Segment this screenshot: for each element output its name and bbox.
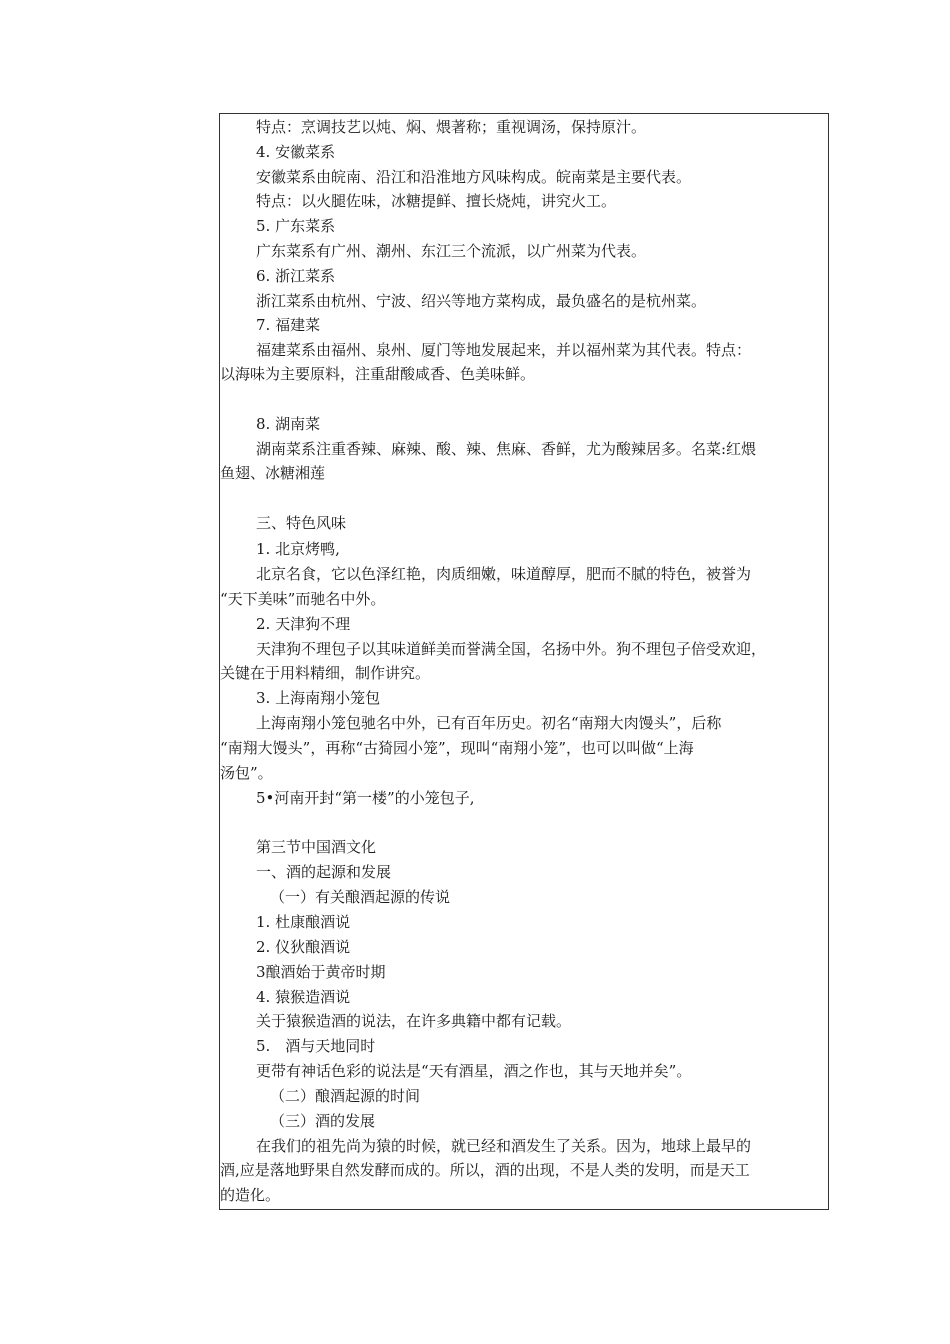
text-line: 酒,应是落地野果自然发酵而成的。所以，酒的出现，不是人类的发明，而是天工 — [220, 1161, 750, 1179]
text-line: 以海味为主要原料，注重甜酸咸香、色美味鲜。 — [220, 365, 536, 383]
text-line: 特点：烹调技艺以炖、焖、煨著称；重视调汤，保持原汁。 — [256, 118, 647, 136]
section-heading: 5•河南开封“第一楼”的小笼包子, — [256, 789, 475, 807]
list-item: 5. 酒与天地同时 — [256, 1037, 376, 1055]
text-line: 福建菜系由福州、泉州、厦门等地发展起来，并以福州菜为其代表。特点： — [256, 341, 752, 359]
text-line: 鱼翅、冰糖湘莲 — [220, 464, 326, 482]
section-heading: （二）酿酒起源的时间 — [270, 1087, 421, 1105]
text-line: 湖南菜系注重香辣、麻辣、酸、辣、焦麻、香鲜，尤为酸辣居多。名菜:红煨 — [256, 440, 757, 458]
text-line: 在我们的祖先尚为猿的时候，就已经和酒发生了关系。因为，地球上最早的 — [256, 1137, 752, 1155]
text-line: 关于猿猴造酒的说法，在许多典籍中都有记载。 — [256, 1012, 572, 1030]
section-heading: 第三节中国酒文化 — [256, 838, 377, 856]
section-heading: 三、特色风味 — [256, 514, 347, 532]
text-line: 天津狗不理包子以其味道鲜美而誉满全国，名扬中外。狗不理包子倍受欢迎， — [256, 640, 767, 658]
section-heading: 8. 湖南菜 — [256, 415, 321, 433]
text-line: 关键在于用料精细，制作讲究。 — [220, 664, 431, 682]
text-line: 广东菜系有广州、潮州、东江三个流派，以广州菜为代表。 — [256, 242, 647, 260]
list-item: 3酿酒始于黄帝时期 — [256, 963, 386, 981]
text-line: “天下美味”而驰名中外。 — [220, 590, 386, 608]
section-heading: 3. 上海南翔小笼包 — [256, 689, 381, 707]
text-line: 的造化。 — [220, 1186, 281, 1204]
text-line: 安徽菜系由皖南、沿江和沿淮地方风味构成。皖南菜是主要代表。 — [256, 168, 692, 186]
list-item: 1. 杜康酿酒说 — [256, 913, 351, 931]
section-heading: 一、酒的起源和发展 — [256, 863, 392, 881]
text-line: 北京名食，它以色泽红艳，肉质细嫩，味道醇厚，肥而不腻的特色，被誉为 — [256, 565, 752, 583]
section-heading: 2. 天津狗不理 — [256, 615, 351, 633]
section-heading: （一）有关酿酒起源的传说 — [270, 888, 451, 906]
text-line: 特点：以火腿佐味，冰糖提鲜、擅长烧炖，讲究火工。 — [256, 192, 617, 210]
section-heading: 4. 安徽菜系 — [256, 143, 336, 161]
text-line: 汤包”。 — [220, 764, 273, 782]
section-heading: 1. 北京烤鸭, — [256, 540, 340, 558]
section-heading: 7. 福建菜 — [256, 316, 321, 334]
text-line: 浙江菜系由杭州、宁波、绍兴等地方菜构成，最负盛名的是杭州菜。 — [256, 292, 707, 310]
text-line: 上海南翔小笼包驰名中外，已有百年历史。初名“南翔大肉馒头”，后称 — [256, 714, 722, 732]
list-item: 4. 猿猴造酒说 — [256, 988, 351, 1006]
section-heading: （三）酒的发展 — [270, 1112, 376, 1130]
list-item: 2. 仪狄酿酒说 — [256, 938, 351, 956]
section-heading: 6. 浙江菜系 — [256, 267, 336, 285]
text-line: “南翔大馒头”，再称“古猗园小笼”，现叫“南翔小笼”，也可以叫做“上海 — [220, 739, 694, 757]
section-heading: 5. 广东菜系 — [256, 217, 336, 235]
text-line: 更带有神话色彩的说法是“天有酒星，酒之作也，其与天地并矣”。 — [256, 1062, 692, 1080]
